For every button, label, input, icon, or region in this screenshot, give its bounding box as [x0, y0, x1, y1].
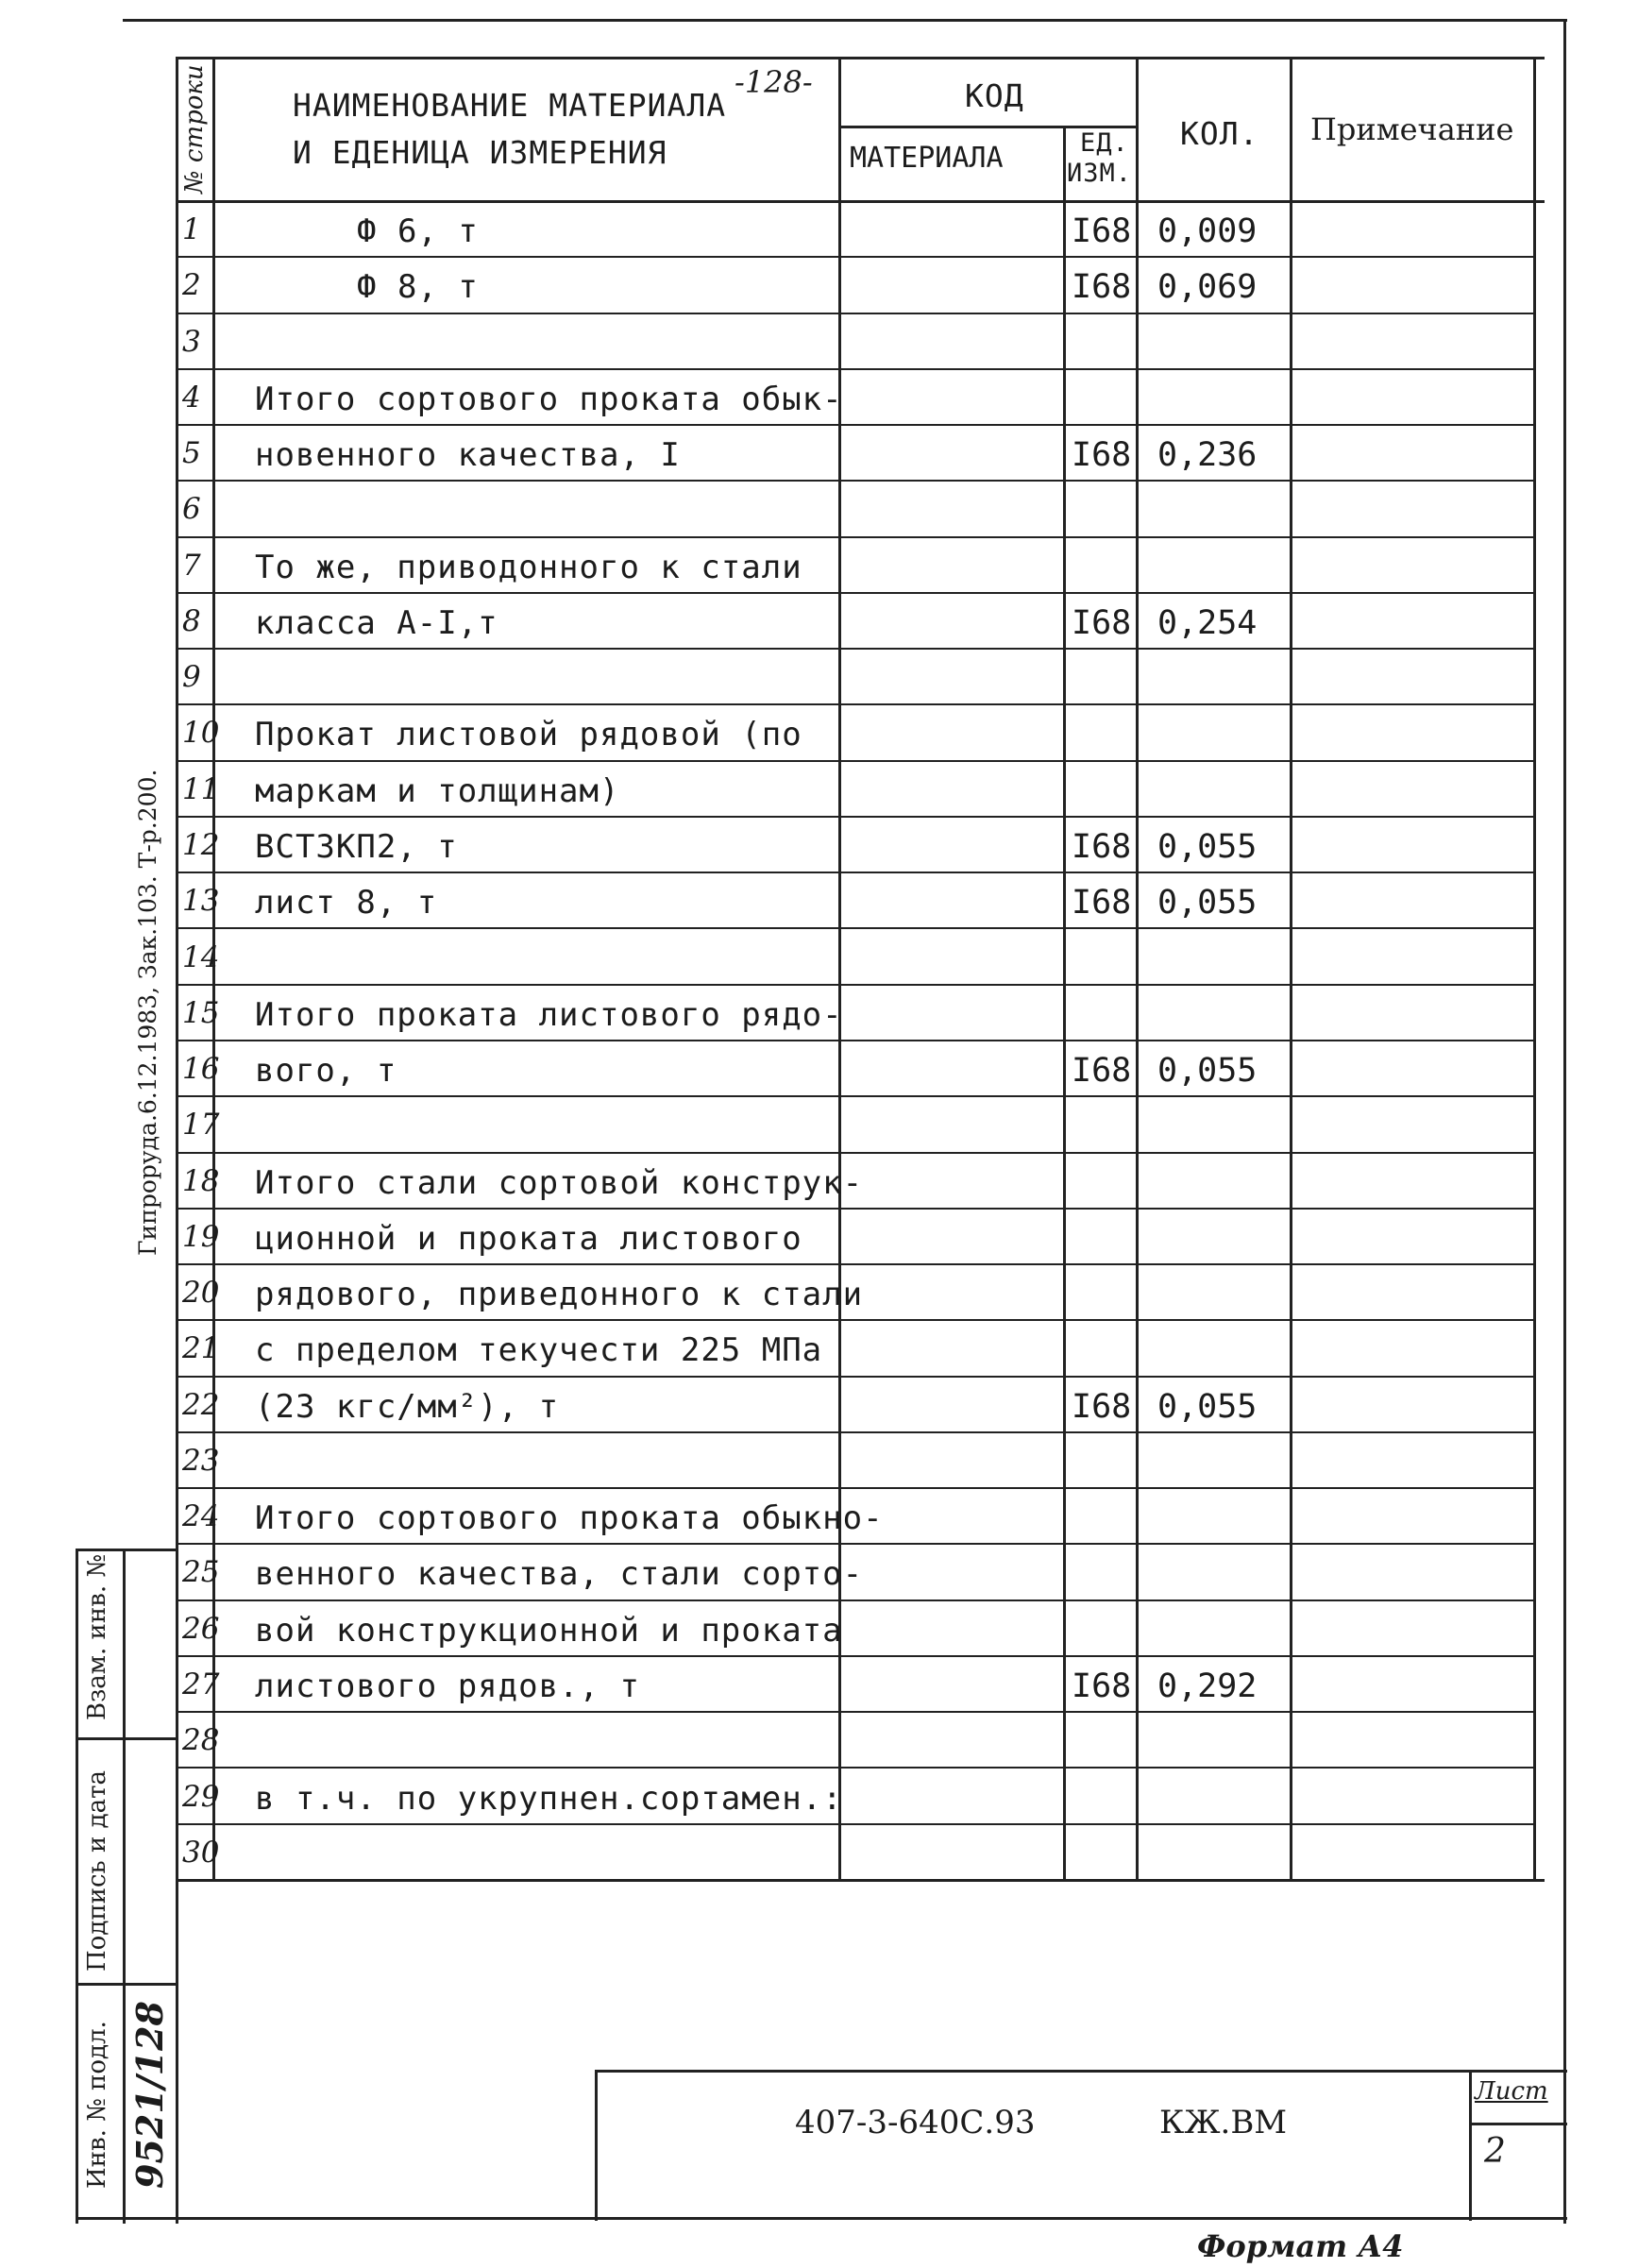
row-number: 8 [182, 604, 201, 638]
format-label: Формат А4 [1197, 2228, 1404, 2264]
row-material-name: листового рядов., т [255, 1667, 640, 1705]
row-quantity: 0,236 [1157, 436, 1258, 474]
page-top-border [123, 19, 1567, 22]
row-divider [176, 1431, 1535, 1433]
row-unit-code: I68 [1072, 212, 1132, 250]
row-divider [176, 872, 1535, 873]
row-number: 14 [182, 940, 220, 974]
row-divider [176, 1376, 1535, 1378]
row-number: 29 [182, 1780, 220, 1814]
row-divider [176, 536, 1535, 538]
row-material-name: Прокат листовой рядовой (по [255, 716, 802, 753]
page-right-border [1563, 19, 1566, 2224]
row-quantity: 0,055 [1157, 1388, 1258, 1426]
row-divider [176, 480, 1535, 482]
row-number: 28 [182, 1723, 220, 1757]
row-material-name: лист 8, т [255, 884, 438, 922]
stamp-left-border [76, 1549, 78, 2224]
title-block-sheet-divider [1469, 2070, 1472, 2221]
row-unit-code: I68 [1072, 436, 1132, 474]
row-material-name: Итого сортового проката обыкно- [255, 1499, 884, 1537]
stamp-row-divider-2 [76, 1983, 177, 1986]
row-material-name: маркам и толщинам) [255, 772, 620, 810]
header-qty: КОЛ. [1180, 115, 1259, 152]
sheet-label: Лист [1475, 2077, 1548, 2106]
row-number: 21 [182, 1331, 220, 1365]
row-unit-code: I68 [1072, 1388, 1132, 1426]
row-divider [176, 1655, 1535, 1657]
header-code: КОД [965, 77, 1024, 114]
row-number: 24 [182, 1499, 220, 1533]
row-divider [176, 1543, 1535, 1545]
row-material-name: венного качества, стали сорто- [255, 1555, 864, 1593]
sheet-number: 2 [1484, 2132, 1506, 2171]
row-material-name: с пределом текучести 225 МПа [255, 1331, 823, 1369]
row-quantity: 0,055 [1157, 884, 1258, 922]
row-material-name: ВСТ3КП2, т [255, 828, 458, 866]
row-number: 3 [182, 325, 201, 359]
row-unit-code: I68 [1072, 884, 1132, 922]
table-top-border [176, 57, 1545, 59]
row-divider [176, 703, 1535, 705]
row-divider [176, 1319, 1535, 1321]
row-number: 19 [182, 1220, 220, 1254]
row-divider [176, 816, 1535, 818]
row-number: 4 [182, 381, 201, 415]
row-unit-code: I68 [1072, 268, 1132, 306]
stamp-divider [123, 1549, 126, 2224]
row-divider [176, 1152, 1535, 1154]
row-divider [176, 984, 1535, 986]
row-material-name: Итого сортового проката обык- [255, 381, 843, 418]
row-number: 2 [182, 268, 201, 302]
row-divider [176, 927, 1535, 929]
row-number: 18 [182, 1164, 220, 1198]
page-bottom-border [76, 2217, 1567, 2220]
stamp-vzam-inv: Взам. инв. № [83, 1554, 111, 1720]
row-divider [176, 592, 1535, 594]
row-number: 22 [182, 1388, 220, 1422]
stamp-row-divider-1 [76, 1737, 177, 1740]
table-bottom-border [176, 1879, 1545, 1882]
row-material-name: вой конструкционной и проката [255, 1612, 843, 1650]
row-unit-code: I68 [1072, 828, 1132, 866]
row-divider [176, 1208, 1535, 1210]
row-number: 30 [182, 1836, 220, 1870]
row-number: 15 [182, 996, 220, 1030]
row-divider [176, 1823, 1535, 1825]
row-material-name: ционной и проката листового [255, 1220, 802, 1258]
row-quantity: 0,009 [1157, 212, 1258, 250]
row-unit-code: I68 [1072, 604, 1132, 642]
row-divider [176, 424, 1535, 426]
row-material-name: вого, т [255, 1052, 397, 1090]
header-name-line2: И ЕДЕНИЦА ИЗМЕРЕНИЯ [293, 134, 667, 171]
row-number: 9 [182, 660, 201, 694]
row-number: 27 [182, 1667, 220, 1701]
row-quantity: 0,292 [1157, 1667, 1258, 1705]
col-divider-name [838, 57, 841, 1882]
header-line-no: № строки [180, 64, 209, 194]
col-divider-unit [1136, 57, 1139, 1882]
row-material-name: новенного качества, I [255, 436, 681, 474]
row-number: 23 [182, 1444, 220, 1478]
stamp-top-border [76, 1549, 177, 1551]
stamp-inv-orig-value: 9521/128 [128, 2001, 171, 2189]
row-number: 20 [182, 1276, 220, 1310]
row-number: 13 [182, 884, 220, 918]
row-number: 5 [182, 436, 201, 470]
title-block-top [595, 2070, 1567, 2073]
table-left-border [176, 57, 178, 2224]
row-material-name: (23 кгс/мм²), т [255, 1388, 560, 1426]
row-material-name: То же, приводонного к стали [255, 549, 802, 586]
header-bottom-border [176, 200, 1545, 203]
row-quantity: 0,055 [1157, 828, 1258, 866]
col-divider-code [1063, 127, 1066, 1882]
table-right-border [1533, 57, 1536, 1882]
header-code-material: МАТЕРИАЛА [850, 142, 1004, 175]
row-material-name: Ф 6, т [357, 212, 479, 250]
row-divider [176, 1599, 1535, 1601]
row-unit-code: I68 [1072, 1052, 1132, 1090]
stamp-sign-date: Подпись и дата [83, 1770, 111, 1972]
doc-mark: КЖ.ВМ [1159, 2104, 1288, 2141]
row-quantity: 0,254 [1157, 604, 1258, 642]
row-divider [176, 1711, 1535, 1713]
row-number: 26 [182, 1612, 220, 1646]
row-divider [176, 648, 1535, 650]
row-divider [176, 256, 1535, 258]
row-material-name: в т.ч. по укрупнен.сортамен.: [255, 1780, 843, 1818]
row-number: 12 [182, 828, 220, 862]
row-divider [176, 1487, 1535, 1489]
row-material-name: Итого стали сортовой конструк- [255, 1164, 864, 1202]
title-block-sheet-label-divider [1469, 2123, 1567, 2125]
row-material-name: рядового, приведонного к стали [255, 1276, 864, 1313]
row-number: 17 [182, 1108, 220, 1142]
row-divider [176, 1767, 1535, 1769]
row-divider [176, 1040, 1535, 1041]
row-divider [176, 1263, 1535, 1265]
page-mark: -128- [735, 64, 813, 100]
col-divider-qty [1290, 57, 1292, 1882]
row-number: 10 [182, 716, 220, 750]
row-quantity: 0,055 [1157, 1052, 1258, 1090]
row-number: 7 [182, 549, 201, 583]
row-number: 16 [182, 1052, 220, 1086]
row-divider [176, 368, 1535, 370]
row-material-name: Ф 8, т [357, 268, 479, 306]
row-material-name: Итого проката листового рядо- [255, 996, 843, 1034]
row-material-name: класса А-I,т [255, 604, 498, 642]
row-divider [176, 1095, 1535, 1097]
publisher-side-text: Гипроруда.6.12.1983, Зак.103. Т-р.200. [134, 769, 161, 1256]
title-block-left [595, 2070, 598, 2221]
row-number: 25 [182, 1555, 220, 1589]
header-name-line1: НАИМЕНОВАНИЕ МАТЕРИАЛА [293, 87, 727, 124]
row-number: 6 [182, 492, 201, 526]
header-note: Примечание [1310, 111, 1514, 147]
doc-code: 407-3-640С.93 [795, 2104, 1036, 2141]
header-code-unit-1: ЕД. [1080, 128, 1129, 158]
row-number: 11 [182, 772, 220, 806]
row-unit-code: I68 [1072, 1667, 1132, 1705]
row-divider [176, 313, 1535, 314]
stamp-inv-orig: Инв. № подл. [83, 2021, 111, 2189]
header-code-unit-2: ИЗМ. [1067, 159, 1133, 188]
row-quantity: 0,069 [1157, 268, 1258, 306]
row-number: 1 [182, 212, 201, 246]
row-divider [176, 760, 1535, 762]
